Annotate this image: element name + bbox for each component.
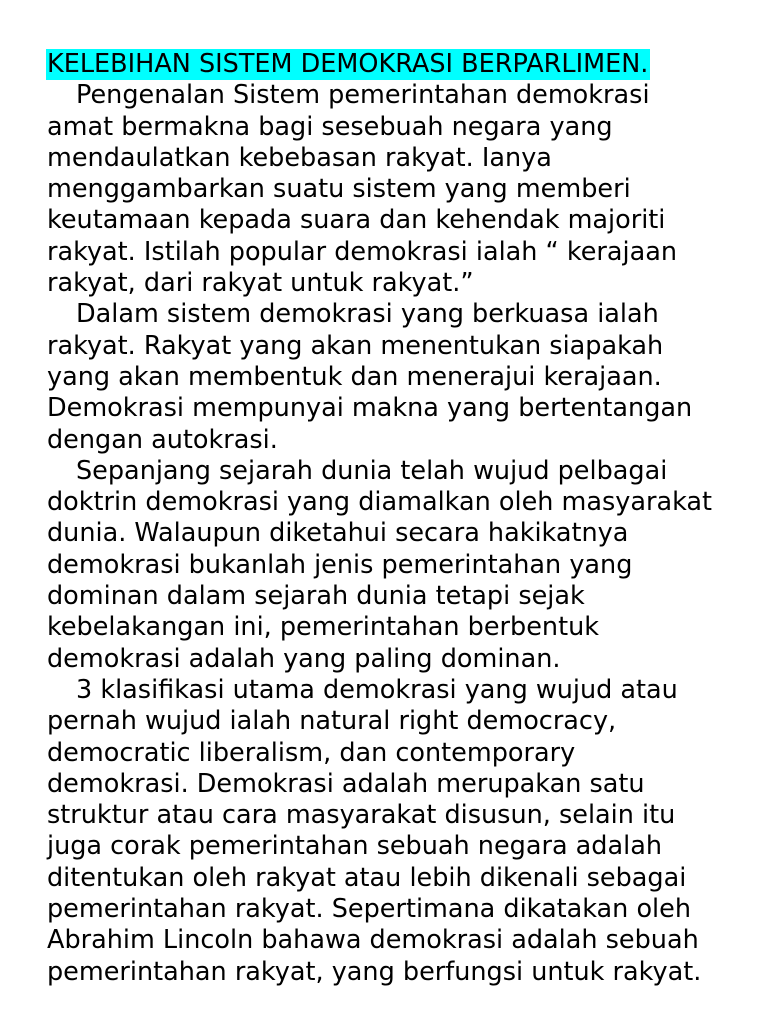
document-title: KELEBIHAN SISTEM DEMOKRASI BERPARLIMEN.	[47, 49, 649, 79]
paragraph-classification	[47, 675, 747, 988]
paragraph-introduction	[47, 80, 747, 299]
paragraph-line: rakyat. Rakyat yang akan menentukan siapakah	[47, 330, 664, 361]
paragraph-line: struktur atau cara masyarakat disusun, selain itu	[47, 800, 676, 831]
paragraph-line: amat bermakna bagi sesebuah negara yang	[47, 111, 613, 142]
document-page	[47, 49, 747, 988]
paragraph-line: demokrasi adalah yang paling dominan.	[47, 643, 561, 674]
paragraph-line: mendaulatkan kebebasan rakyat. Ianya	[47, 142, 552, 173]
paragraph-line: rakyat. Istilah popular demokrasi ialah “ kerajaan	[47, 236, 678, 267]
paragraph-history	[47, 456, 747, 675]
paragraph-line: demokrasi bukanlah jenis pemerintahan yang	[47, 549, 633, 580]
paragraph-line: kebelakangan ini, pemerintahan berbentuk	[47, 612, 599, 643]
paragraph-line: demokrasi. Demokrasi adalah merupakan satu	[47, 768, 645, 799]
paragraph-line: Abrahim Lincoln bahawa demokrasi adalah sebuah	[47, 925, 699, 956]
paragraph-line: juga corak pemerintahan sebuah negara adalah	[47, 831, 662, 862]
paragraph-line: Dalam sistem demokrasi yang berkuasa ialah	[76, 299, 659, 330]
paragraph-line: dunia. Walaupun diketahui secara hakikatnya	[47, 518, 629, 549]
paragraph-line: yang akan membentuk dan menerajui kerajaan.	[47, 361, 662, 392]
paragraph-line: pernah wujud ialah natural right democracy,	[47, 706, 617, 737]
paragraph-line: Sepanjang sejarah dunia telah wujud pelbagai	[76, 455, 668, 486]
title-line	[47, 49, 747, 80]
paragraph-line: doktrin demokrasi yang diamalkan oleh masyarakat	[47, 487, 713, 518]
paragraph-line: dengan autokrasi.	[47, 424, 278, 455]
paragraph-line: 3 klasifikasi utama demokrasi yang wujud atau	[76, 674, 678, 705]
paragraph-line: rakyat, dari rakyat untuk rakyat.”	[47, 268, 474, 299]
paragraph-line: dominan dalam sejarah dunia tetapi sejak	[47, 581, 585, 612]
paragraph-power-of-people	[47, 299, 747, 455]
paragraph-line: Demokrasi mempunyai makna yang bertentangan	[47, 393, 693, 424]
paragraph-line: keutamaan kepada suara dan kehendak majoriti	[47, 205, 666, 236]
paragraph-line: pemerintahan rakyat. Sepertimana dikatakan oleh	[47, 894, 691, 925]
paragraph-line: ditentukan oleh rakyat atau lebih dikenali sebagai	[47, 862, 687, 893]
paragraph-line: Pengenalan Sistem pemerintahan demokrasi	[76, 80, 650, 111]
paragraph-line: menggambarkan suatu sistem yang memberi	[47, 174, 631, 205]
paragraph-line: pemerintahan rakyat, yang berfungsi untuk rakyat.	[47, 956, 702, 987]
paragraph-line: democratic liberalism, dan contemporary	[47, 737, 576, 768]
